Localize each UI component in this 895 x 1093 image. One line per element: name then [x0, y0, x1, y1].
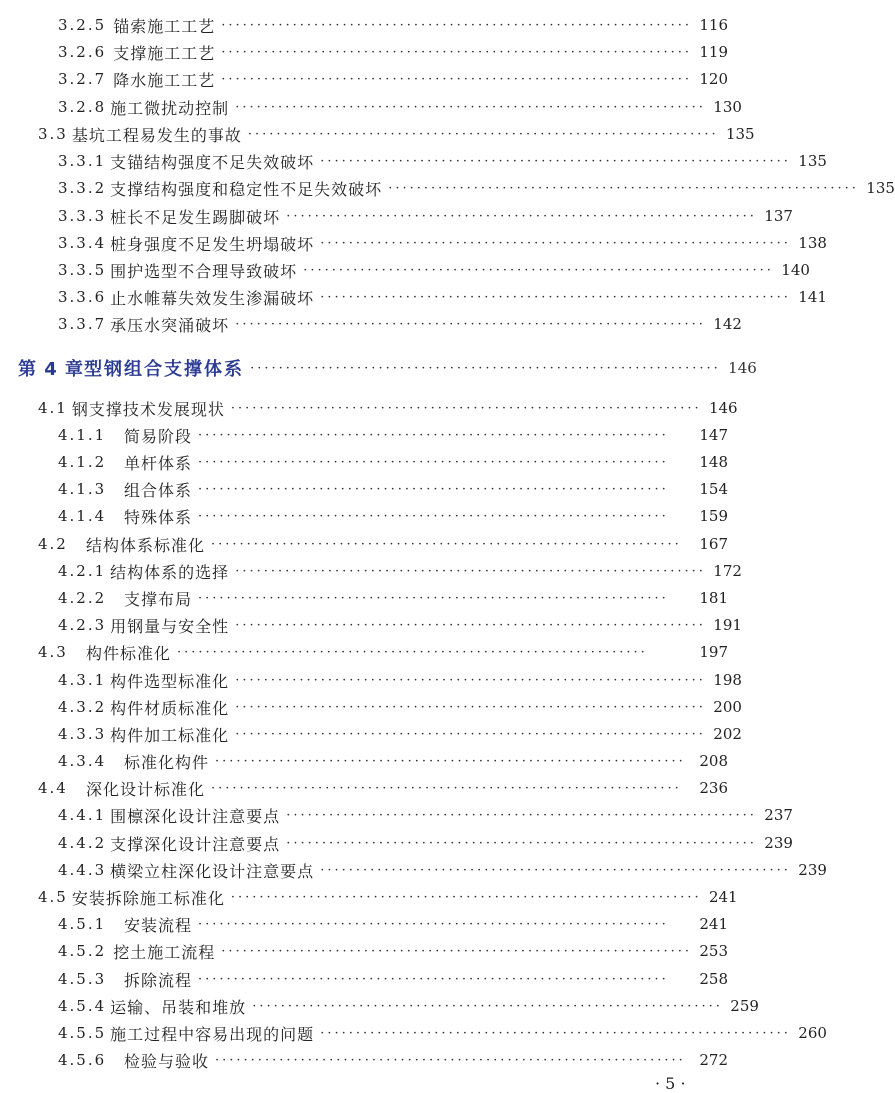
dot-leader: ··································································	[230, 400, 702, 416]
section-number: 4.4	[38, 779, 68, 797]
entry-page: 137	[764, 207, 793, 225]
toc-entry[interactable]	[58, 612, 742, 638]
entry-page: 237	[764, 806, 793, 824]
entry-number: 3.3.6	[58, 288, 107, 306]
entry-number: 4.4.2	[58, 834, 107, 852]
entry-title: 构件选型标准化	[110, 671, 230, 691]
dot-leader: ··································································	[320, 153, 791, 169]
toc-section[interactable]	[38, 395, 738, 421]
entry-number: 4.5.3	[58, 970, 107, 988]
toc-entry[interactable]	[58, 830, 793, 856]
dot-leader: ··································································	[235, 617, 706, 633]
dot-leader: ··································································	[235, 726, 706, 742]
entry-page: 135	[798, 152, 827, 170]
toc-section[interactable]	[38, 531, 728, 557]
entry-number: 4.5.6	[58, 1051, 107, 1069]
section-title: 深化设计标准化	[86, 779, 206, 799]
toc-entry[interactable]	[58, 938, 728, 964]
entry-title: 支撑深化设计注意要点	[110, 834, 281, 854]
section-title: 安装拆除施工标准化	[71, 888, 225, 908]
entry-number: 3.2.8	[58, 98, 107, 116]
entry-page: 200	[713, 698, 742, 716]
section-number: 3.3	[38, 125, 68, 143]
toc-entry[interactable]	[58, 558, 742, 584]
entry-title: 横梁立柱深化设计注意要点	[110, 861, 315, 881]
dot-leader: ··································································	[320, 235, 791, 251]
toc-section[interactable]	[38, 884, 738, 910]
entry-number: 4.5.1	[58, 915, 107, 933]
entry-number: 4.4.3	[58, 861, 107, 879]
entry-number: 4.2.3	[58, 616, 107, 634]
entry-page: 159	[699, 507, 728, 525]
entry-number: 4.3.4	[58, 752, 107, 770]
section-title: 基坑工程易发生的事故	[71, 125, 242, 145]
entry-title: 简易阶段	[124, 426, 193, 446]
dot-leader: ··································································	[286, 835, 757, 851]
section-number: 4.2	[38, 535, 68, 553]
dot-leader: ··································································	[221, 44, 692, 60]
entry-title: 降水施工工艺	[113, 70, 216, 90]
toc-entry[interactable]	[58, 857, 827, 883]
section-number: 4.5	[38, 888, 68, 906]
entry-page: 130	[713, 98, 742, 116]
entry-page: 172	[713, 562, 742, 580]
entry-number: 3.3.2	[58, 179, 107, 197]
chapter-page: 146	[728, 359, 757, 377]
entry-page: 141	[798, 288, 827, 306]
dot-leader: ··································································	[320, 289, 791, 305]
entry-page: 259	[730, 997, 759, 1015]
entry-page: 260	[798, 1024, 827, 1042]
chapter-title: 型钢组合支撑体系	[84, 359, 245, 380]
section-page: 241	[708, 888, 738, 906]
dot-leader: ··································································	[235, 699, 706, 715]
toc-entry[interactable]	[58, 721, 742, 747]
entry-number: 4.5.5	[58, 1024, 107, 1042]
entry-page: 148	[699, 453, 728, 471]
entry-page: 191	[713, 616, 742, 634]
toc-entry[interactable]	[58, 230, 827, 256]
entry-page: 239	[798, 861, 827, 879]
toc-entry[interactable]	[58, 449, 728, 475]
chapter-number: 第 4 章	[18, 359, 85, 380]
toc-section[interactable]	[38, 775, 728, 801]
section-page: 146	[708, 399, 738, 417]
dot-leader: ··································································	[198, 454, 669, 470]
entry-page: 138	[798, 234, 827, 252]
dot-leader: ··································································	[388, 180, 859, 196]
dot-leader: ··································································	[235, 672, 706, 688]
entry-title: 支撑布局	[124, 589, 193, 609]
section-page: 236	[699, 779, 728, 797]
toc-entry[interactable]	[58, 257, 810, 283]
dot-leader: ··································································	[320, 862, 791, 878]
toc-entry[interactable]	[58, 667, 742, 693]
dot-leader: ··································································	[211, 536, 682, 552]
entry-number: 4.1.2	[58, 453, 107, 471]
dot-leader: ··································································	[215, 1052, 686, 1068]
toc-entry[interactable]	[58, 148, 827, 174]
entry-title: 标准化构件	[124, 752, 210, 772]
entry-title: 组合体系	[124, 480, 193, 500]
entry-number: 4.5.2	[58, 942, 107, 960]
dot-leader: ··································································	[250, 360, 721, 376]
dot-leader: ··································································	[235, 316, 706, 332]
entry-page: 272	[699, 1051, 728, 1069]
entry-page: 142	[713, 315, 742, 333]
dot-leader: ··································································	[221, 71, 692, 87]
entry-title: 锚索施工工艺	[113, 16, 216, 36]
entry-page: 147	[699, 426, 728, 444]
toc-entry[interactable]	[58, 94, 742, 120]
entry-page: 116	[699, 16, 728, 34]
section-page: 135	[725, 125, 755, 143]
entry-number: 4.2.1	[58, 562, 107, 580]
toc-entry[interactable]	[58, 993, 759, 1019]
entry-title: 运输、吊装和堆放	[110, 997, 247, 1017]
dot-leader: ··································································	[252, 998, 723, 1014]
entry-page: 120	[699, 70, 728, 88]
entry-title: 构件材质标准化	[110, 698, 230, 718]
section-page: 197	[699, 643, 728, 661]
entry-number: 3.3.1	[58, 152, 107, 170]
entry-page: 198	[713, 671, 742, 689]
toc-entry[interactable]	[58, 911, 728, 937]
entry-page: 181	[699, 589, 728, 607]
dot-leader: ··································································	[198, 427, 669, 443]
entry-number: 4.4.1	[58, 806, 107, 824]
dot-leader: ··································································	[177, 644, 648, 660]
dot-leader: ··································································	[198, 481, 669, 497]
chapter-heading[interactable]	[18, 354, 757, 382]
entry-title: 构件加工标准化	[110, 725, 230, 745]
toc-entry[interactable]	[58, 585, 728, 611]
toc-entry[interactable]	[58, 694, 742, 720]
toc-entry[interactable]	[58, 1047, 728, 1073]
toc-section[interactable]	[38, 121, 755, 147]
dot-leader: ··································································	[198, 508, 669, 524]
toc-entry[interactable]	[58, 476, 728, 502]
entry-number: 4.1.4	[58, 507, 107, 525]
entry-number: 3.2.6	[58, 43, 107, 61]
entry-page: 135	[866, 179, 895, 197]
entry-number: 4.1.1	[58, 426, 107, 444]
entry-title: 围檩深化设计注意要点	[110, 806, 281, 826]
entry-title: 桩身强度不足发生坍塌破坏	[110, 234, 315, 254]
entry-number: 3.2.5	[58, 16, 107, 34]
entry-number: 4.3.2	[58, 698, 107, 716]
section-title: 结构体系标准化	[86, 535, 206, 555]
dot-leader: ··································································	[235, 563, 706, 579]
section-title: 构件标准化	[86, 643, 172, 663]
section-number: 4.1	[38, 399, 68, 417]
toc-entry[interactable]	[58, 175, 895, 201]
dot-leader: ··································································	[215, 753, 686, 769]
dot-leader: ··································································	[286, 807, 757, 823]
entry-number: 4.2.2	[58, 589, 107, 607]
toc-entry[interactable]	[58, 422, 728, 448]
toc-entry[interactable]	[58, 203, 793, 229]
dot-leader: ··································································	[286, 208, 757, 224]
entry-number: 3.3.5	[58, 261, 107, 279]
toc-entry[interactable]	[58, 284, 827, 310]
toc-entry[interactable]	[58, 66, 728, 92]
footer-page-number: · 5 ·	[655, 1074, 686, 1093]
dot-leader: ··································································	[198, 971, 669, 987]
dot-leader: ··································································	[211, 780, 682, 796]
dot-leader: ··································································	[221, 17, 692, 33]
section-page: 167	[699, 535, 728, 553]
entry-page: 202	[713, 725, 742, 743]
entry-page: 253	[699, 942, 728, 960]
entry-title: 桩长不足发生踢脚破坏	[110, 207, 281, 227]
entry-title: 特殊体系	[124, 507, 193, 527]
entry-title: 围护选型不合理导致破坏	[110, 261, 298, 281]
dot-leader: ··································································	[221, 943, 692, 959]
entry-number: 4.5.4	[58, 997, 107, 1015]
entry-title: 拆除流程	[124, 970, 193, 990]
dot-leader: ··································································	[230, 889, 702, 905]
toc-section[interactable]	[38, 639, 728, 665]
entry-number: 4.3.1	[58, 671, 107, 689]
entry-number: 3.2.7	[58, 70, 107, 88]
entry-page: 239	[764, 834, 793, 852]
entry-title: 施工微扰动控制	[110, 98, 230, 118]
toc-entry[interactable]	[58, 311, 742, 337]
entry-page: 119	[699, 43, 728, 61]
toc-entry[interactable]	[58, 802, 793, 828]
dot-leader: ··································································	[198, 916, 669, 932]
section-title: 钢支撑技术发展现状	[71, 399, 225, 419]
entry-title: 结构体系的选择	[110, 562, 230, 582]
section-number: 4.3	[38, 643, 68, 661]
toc-entry[interactable]	[58, 12, 728, 38]
entry-title: 检验与验收	[124, 1051, 210, 1071]
entry-title: 挖土施工流程	[113, 942, 216, 962]
entry-title: 止水帷幕失效发生渗漏破坏	[110, 288, 315, 308]
toc-entry[interactable]	[58, 503, 728, 529]
toc-entry[interactable]	[58, 1020, 827, 1046]
toc-entry[interactable]	[58, 966, 728, 992]
dot-leader: ··································································	[235, 99, 706, 115]
entry-title: 支锚结构强度不足失效破坏	[110, 152, 315, 172]
entry-number: 3.3.4	[58, 234, 107, 252]
entry-title: 支撑施工工艺	[113, 43, 216, 63]
entry-title: 支撑结构强度和稳定性不足失效破坏	[110, 179, 383, 199]
entry-number: 3.3.3	[58, 207, 107, 225]
toc-entry[interactable]	[58, 39, 728, 65]
entry-page: 154	[699, 480, 728, 498]
entry-title: 施工过程中容易出现的问题	[110, 1024, 315, 1044]
dot-leader: ··································································	[247, 126, 719, 142]
entry-page: 241	[699, 915, 728, 933]
entry-page: 140	[781, 261, 810, 279]
entry-title: 单杆体系	[124, 453, 193, 473]
toc-entry[interactable]	[58, 748, 728, 774]
entry-number: 4.3.3	[58, 725, 107, 743]
entry-number: 4.1.3	[58, 480, 107, 498]
entry-title: 用钢量与安全性	[110, 616, 230, 636]
entry-title: 安装流程	[124, 915, 193, 935]
entry-page: 208	[699, 752, 728, 770]
dot-leader: ··································································	[320, 1025, 791, 1041]
dot-leader: ··································································	[198, 590, 669, 606]
entry-title: 承压水突涌破坏	[110, 315, 230, 335]
entry-page: 258	[699, 970, 728, 988]
dot-leader: ··································································	[303, 262, 774, 278]
entry-number: 3.3.7	[58, 315, 107, 333]
